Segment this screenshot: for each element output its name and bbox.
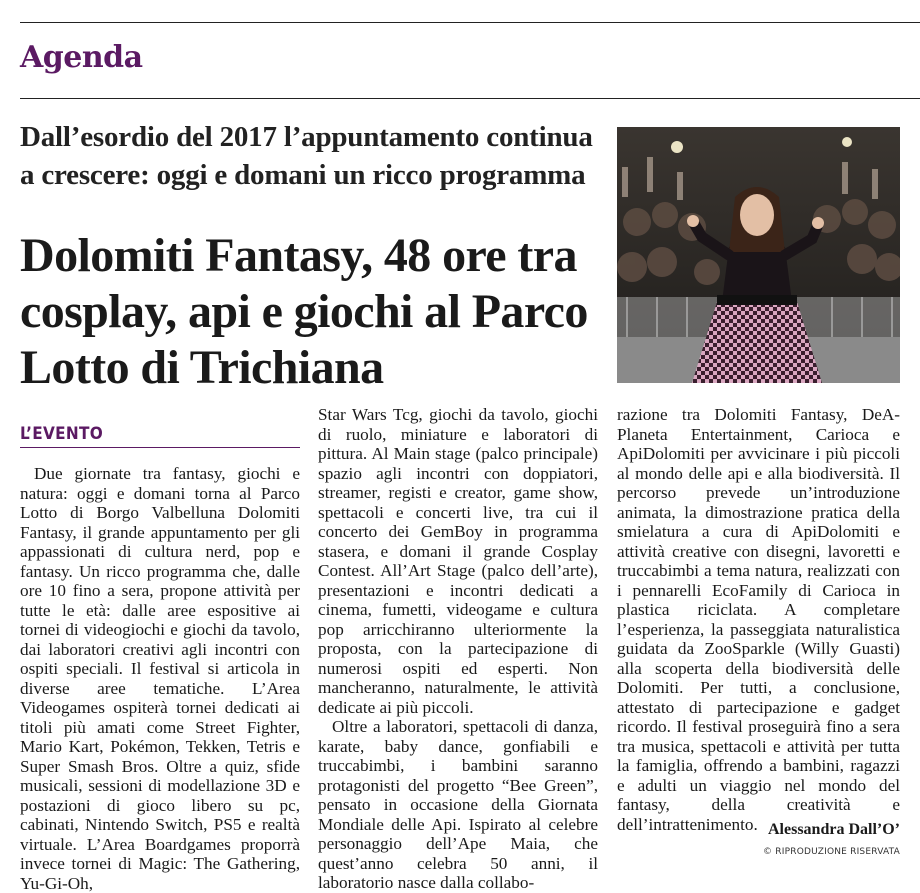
- body-column-2: [318, 405, 598, 893]
- article-subtitle: Dall’esordio del 2017 l’appuntamento continua a crescere: oggi e domani un ricco programma: [20, 121, 593, 191]
- body-column-1: [20, 464, 300, 893]
- section-rule: [20, 98, 920, 99]
- copyright-notice: © RIPRODUZIONE RISERVATA: [763, 847, 900, 857]
- article-headline: Dolomiti Fantasy, 48 ore tra cosplay, api e giochi al Parco Lotto di Trichiana: [20, 229, 588, 394]
- body-paragraph: razione tra Dolomiti Fantasy, DeA-Planeta Entertainment, Carioca e ApiDolomiti per avvicinare i più piccoli al mondo delle api e alla biodiversità. Il percorso prevede un’introduzione animata, la dimostrazione pratica della smielatura a cura di ApiDolomiti e attività creative con disegni, lavoretti e truccabimbi a tema natura, realizzati con i pennarelli EcoFamily di Carioca in plastica riciclata. A completare l’esperienza, la passeggiata naturalistica guidata da ZooSparkle (Willy Guasti) alla scoperta della biodiversità delle Dolomiti. Per tutti, a conclusione, attestato di partecipazione e gadget ricordo. Il festival proseguirà fino a sera tra musica, spettacoli e attività per tutta la famiglia, offrendo a bambini, ragazzi e adulti un viaggio nel mondo del fantasy, della creatività e dell’intrattenimento.: [617, 405, 900, 834]
- author-byline: Alessandra Dall’O’: [768, 821, 900, 838]
- photo-illustration: [617, 127, 900, 383]
- body-paragraph: Star Wars Tcg, giochi da tavolo, giochi di ruolo, miniature e laboratori di pittura. Al Main stage (palco principale) spazio agli incontri con doppiatori, streamer, registi e creator, game show, spettacoli e concerti live, tra cui il concerto dei GemBoy in programma stasera, e domani il grande Cosplay Contest. All’Art Stage (palco dell’arte), presentazioni e incontri dedicati a cinema, fumetti, videogame e cultura pop arricchiranno ulteriormente la proposta, con la partecipazione di numerosi ospiti ed esperti. Non mancheranno, naturalmente, le attività dedicate ai più piccoli.: [318, 405, 598, 717]
- body-paragraph: Due giornate tra fantasy, giochi e natura: oggi e domani torna al Parco Lotto di Borgo Valbelluna Dolomiti Fantasy, il grande appuntamento per gli appassionati di cultura nerd, pop e fantasy. Un ricco programma che, dalle ore 10 fino a sera, propone attività per tutte le età: dalle aree espositive ai tornei di videogiochi e giochi da tavolo, dai laboratori creativi agli incontri con ospiti speciali. Il festival si articola in diverse aree tematiche. L’Area Videogames ospiterà tornei dedicati ai titoli più amati come Street Fighter, Mario Kart, Pokémon, Tekken, Tetris e Super Smash Bros. Oltre a quiz, sfide musicali, sessioni di modellazione 3D e postazioni di gioco libero su pc, cabinati, Nintendo Switch, PS5 e realtà virtuale. L’Area Boardgames proporrà invece tornei di Magic: The Gathering, Yu-Gi-Oh,: [20, 464, 300, 893]
- body-paragraph: Oltre a laboratori, spettacoli di danza, karate, baby dance, gonfiabili e truccabimbi, i bambini saranno protagonisti del progetto “Bee Green”, pensato in occasione della Giornata Mondiale delle Api. Ispirato al celebre personaggio dell’Ape Maia, che quest’anno celebra 50 anni, il laboratorio nasce dalla collabo-: [318, 717, 598, 892]
- body-column-3: [617, 405, 900, 834]
- section-title: Agenda: [20, 40, 143, 75]
- cosplayer-on-stage-photo: [617, 127, 900, 383]
- article-kicker: L’EVENTO: [20, 424, 300, 448]
- top-rule: [20, 22, 920, 23]
